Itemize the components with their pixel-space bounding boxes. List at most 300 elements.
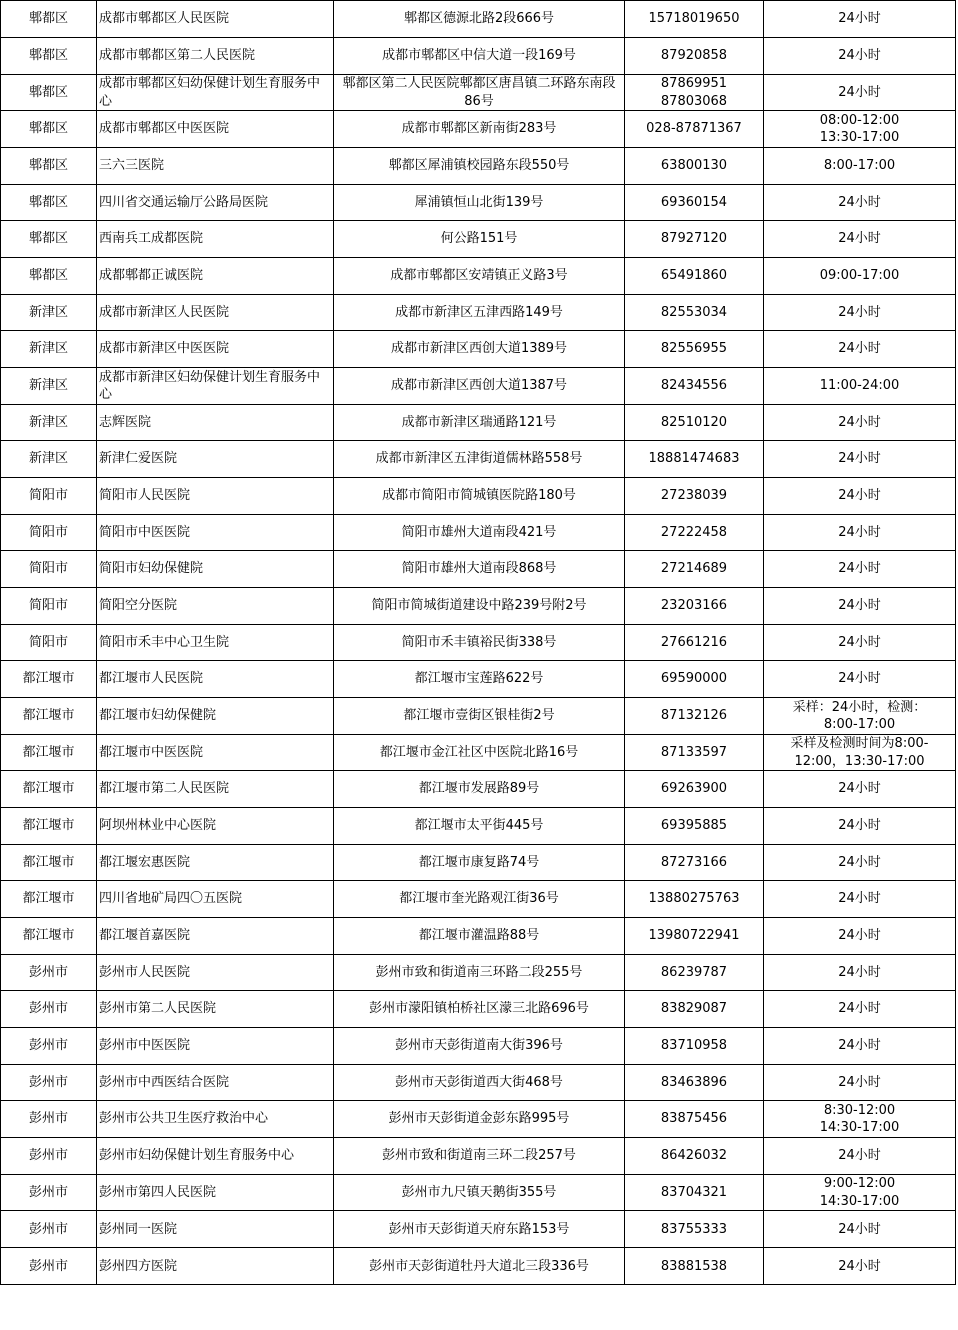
phone-cell [625, 771, 764, 808]
hours-cell [764, 625, 956, 661]
phone-cell [625, 698, 764, 735]
phone-cell [625, 1175, 764, 1211]
phone-cell [625, 991, 764, 1028]
address-cell-text: 成都市郫都区新南街283号 [401, 121, 557, 137]
hospital-name-cell [97, 478, 334, 515]
hospital-name-cell-text: 彭州市第二人民医院 [99, 1001, 217, 1017]
table-row [1, 955, 956, 991]
district-cell-text: 都江堰市 [22, 708, 75, 724]
hours-cell [764, 185, 956, 221]
address-cell [334, 478, 625, 515]
hours-cell [764, 75, 956, 111]
hours-cell [764, 698, 956, 735]
address-cell [334, 551, 625, 588]
district-cell-text: 简阳市 [28, 561, 68, 577]
table-row [1, 588, 956, 625]
address-cell-text: 彭州市致和街道南三环二段257号 [382, 1148, 576, 1164]
address-cell-text: 简阳市雄州大道南段868号 [401, 561, 557, 577]
table-row [1, 331, 956, 368]
hospital-name-cell-text: 都江堰市中医医院 [99, 744, 204, 760]
phone-cell [625, 1248, 764, 1285]
hours-cell-text: 11:00-24:00 [819, 378, 900, 394]
table-row [1, 75, 956, 111]
address-cell-text: 成都市新津区西创大道1387号 [390, 378, 568, 394]
address-cell [334, 771, 625, 808]
table-row [1, 295, 956, 331]
hours-cell-text: 24小时 [838, 818, 881, 834]
address-cell [334, 258, 625, 295]
phone-cell [625, 38, 764, 75]
hours-cell [764, 221, 956, 258]
hours-cell [764, 478, 956, 515]
hospital-name-cell-text: 成都市郫都区第二人民医院 [99, 48, 256, 64]
hours-cell [764, 515, 956, 551]
district-cell-text: 新津区 [28, 414, 68, 430]
phone-cell-text: 69395885 [660, 818, 728, 834]
phone-cell-text: 18881474683 [648, 451, 740, 467]
address-cell-text: 成都市新津区西创大道1389号 [390, 341, 568, 357]
hospital-name-cell-text: 简阳市妇幼保健院 [99, 561, 204, 577]
address-cell [334, 111, 625, 148]
hospital-name-cell-text: 彭州市中西医结合医院 [99, 1074, 230, 1090]
table-row [1, 258, 956, 295]
hours-cell-text: 09:00-17:00 [819, 268, 900, 284]
hours-cell [764, 918, 956, 955]
hospital-name-cell-text: 成都市新津区人民医院 [99, 304, 230, 320]
hospital-name-cell [97, 441, 334, 478]
hours-cell-text: 采样及检测时间为8:00- 12:00，13:30-17:00 [790, 736, 929, 769]
district-cell-text: 郫都区 [28, 194, 68, 210]
hours-cell-text: 24小时 [838, 84, 881, 100]
district-cell-text: 都江堰市 [22, 928, 75, 944]
hospital-name-cell [97, 221, 334, 258]
hours-cell-text: 24小时 [838, 1221, 881, 1237]
district-cell-text: 彭州市 [28, 1111, 68, 1127]
hours-cell-text: 8:30-12:00 14:30-17:00 [819, 1102, 900, 1136]
address-cell-text: 彭州市天彭街道天府东路153号 [388, 1221, 570, 1237]
hours-cell-text: 8:00-17:00 [823, 158, 896, 174]
phone-cell-text: 83875456 [660, 1111, 728, 1127]
phone-cell [625, 845, 764, 881]
district-cell-text: 郫都区 [28, 158, 68, 174]
district-cell-text: 新津区 [28, 378, 68, 394]
hours-cell-text: 24小时 [838, 854, 881, 870]
district-cell-text: 郫都区 [28, 84, 68, 100]
district-cell-text: 都江堰市 [22, 818, 75, 834]
hours-cell-text: 24小时 [838, 451, 881, 467]
phone-cell [625, 1065, 764, 1101]
hospital-name-cell-text: 志辉医院 [99, 414, 152, 430]
district-cell [1, 258, 97, 295]
hours-cell [764, 735, 956, 771]
phone-cell [625, 515, 764, 551]
table-row [1, 1, 956, 38]
district-cell [1, 111, 97, 148]
district-cell-text: 简阳市 [28, 598, 68, 614]
address-cell-text: 成都市简阳市简城镇医院路180号 [382, 488, 576, 504]
hospital-name-cell [97, 1248, 334, 1285]
phone-cell [625, 735, 764, 771]
address-cell [334, 1211, 625, 1248]
address-cell-text: 简阳市禾丰镇裕民街338号 [401, 634, 557, 650]
hospital-name-cell [97, 1028, 334, 1065]
hospital-name-cell-text: 成都市新津区妇幼保健计划生育服务中心 [99, 369, 321, 403]
hours-cell [764, 808, 956, 845]
district-cell [1, 441, 97, 478]
hours-cell [764, 111, 956, 148]
hospital-name-cell-text: 成都郫都正诚医院 [99, 268, 204, 284]
hours-cell-text: 24小时 [838, 194, 881, 210]
address-cell-text: 彭州市九尺镇天鹅街355号 [401, 1184, 557, 1200]
district-cell [1, 845, 97, 881]
hours-cell-text: 24小时 [838, 891, 881, 907]
hospital-name-cell-text: 新津仁爱医院 [99, 451, 178, 467]
table-row [1, 185, 956, 221]
district-cell [1, 1, 97, 38]
table-row [1, 881, 956, 918]
district-cell-text: 彭州市 [28, 1148, 68, 1164]
hours-cell-text: 24小时 [838, 48, 881, 64]
table-row [1, 1065, 956, 1101]
hours-cell-text: 08:00-12:00 13:30-17:00 [819, 112, 900, 146]
phone-cell [625, 1028, 764, 1065]
hours-cell-text: 24小时 [838, 11, 881, 27]
address-cell-text: 简阳市简城街道建设中路239号附2号 [371, 598, 587, 614]
table-row [1, 735, 956, 771]
district-cell-text: 简阳市 [28, 524, 68, 540]
phone-cell-text: 27222458 [660, 524, 728, 540]
address-cell-text: 彭州市天彭街道金彭东路995号 [388, 1111, 570, 1127]
hospital-name-cell [97, 698, 334, 735]
address-cell-text: 成都市郫都区中信大道一段169号 [382, 48, 576, 64]
address-cell [334, 1175, 625, 1211]
phone-cell-text: 028-87871367 [646, 121, 742, 137]
hours-cell [764, 881, 956, 918]
table-row [1, 1248, 956, 1285]
phone-cell-text: 83463896 [660, 1074, 728, 1090]
district-cell-text: 都江堰市 [22, 854, 75, 870]
address-cell-text: 犀浦镇恒山北街139号 [414, 194, 544, 210]
table-row [1, 148, 956, 185]
district-cell [1, 955, 97, 991]
phone-cell [625, 1, 764, 38]
address-cell-text: 何公路151号 [440, 231, 518, 247]
district-cell [1, 38, 97, 75]
phone-cell [625, 955, 764, 991]
table-row [1, 1175, 956, 1211]
hours-cell-text: 24小时 [838, 341, 881, 357]
phone-cell-text: 82434556 [660, 378, 728, 394]
hospital-name-cell-text: 成都市郫都区中医医院 [99, 121, 230, 137]
hospital-name-cell-text: 简阳空分医院 [99, 598, 178, 614]
hospital-name-cell [97, 1138, 334, 1175]
hours-cell-text: 24小时 [838, 1148, 881, 1164]
district-cell [1, 1175, 97, 1211]
district-cell [1, 185, 97, 221]
address-cell-text: 都江堰市发展路89号 [418, 781, 540, 797]
table-row [1, 625, 956, 661]
phone-cell-text: 87132126 [660, 708, 728, 724]
table-row [1, 551, 956, 588]
address-cell-text: 郫都区德源北路2段666号 [403, 11, 555, 27]
phone-cell [625, 368, 764, 405]
phone-cell-text: 87920858 [660, 48, 728, 64]
district-cell [1, 295, 97, 331]
address-cell-text: 简阳市雄州大道南段421号 [401, 524, 557, 540]
hospital-name-cell [97, 808, 334, 845]
hours-cell-text: 24小时 [838, 488, 881, 504]
district-cell [1, 405, 97, 441]
hospital-name-cell-text: 成都市郫都区妇幼保健计划生育服务中心 [99, 76, 321, 109]
address-cell [334, 588, 625, 625]
hospital-name-cell-text: 四川省交通运输厅公路局医院 [99, 194, 269, 210]
hospital-name-cell [97, 735, 334, 771]
hospital-name-cell [97, 1211, 334, 1248]
district-cell-text: 彭州市 [28, 1001, 68, 1017]
district-cell-text: 郫都区 [28, 121, 68, 137]
phone-cell [625, 148, 764, 185]
district-cell [1, 918, 97, 955]
address-cell [334, 75, 625, 111]
district-cell [1, 331, 97, 368]
table-row [1, 771, 956, 808]
hospital-name-cell-text: 都江堰首嘉医院 [99, 928, 191, 944]
hospital-name-cell [97, 918, 334, 955]
hospital-name-cell-text: 都江堰宏惠医院 [99, 854, 191, 870]
address-cell [334, 331, 625, 368]
phone-cell [625, 478, 764, 515]
table-row [1, 845, 956, 881]
address-cell [334, 185, 625, 221]
hours-cell [764, 368, 956, 405]
address-cell [334, 368, 625, 405]
district-cell-text: 郫都区 [28, 11, 68, 27]
phone-cell-text: 27238039 [660, 488, 728, 504]
phone-cell-text: 65491860 [660, 268, 728, 284]
phone-cell-text: 87869951 87803068 [660, 76, 728, 109]
hospital-name-cell [97, 1175, 334, 1211]
address-cell-text: 彭州市濛阳镇柏桥社区濛三北路696号 [369, 1001, 589, 1017]
district-cell-text: 彭州市 [28, 1038, 68, 1054]
address-cell [334, 1101, 625, 1138]
hours-cell [764, 1138, 956, 1175]
hours-cell [764, 588, 956, 625]
address-cell-text: 成都市郫都区安靖镇正义路3号 [390, 268, 568, 284]
hospital-table-body [1, 1, 956, 1285]
hospital-name-cell [97, 515, 334, 551]
phone-cell [625, 441, 764, 478]
hours-cell [764, 295, 956, 331]
table-row [1, 918, 956, 955]
address-cell-text: 彭州市致和街道南三环路二段255号 [375, 964, 583, 980]
address-cell [334, 1065, 625, 1101]
hospital-name-cell-text: 都江堰市妇幼保健院 [99, 708, 217, 724]
hours-cell-text: 24小时 [838, 1038, 881, 1054]
table-row [1, 1138, 956, 1175]
hospital-name-cell [97, 331, 334, 368]
address-cell [334, 808, 625, 845]
hours-cell-text: 24小时 [838, 414, 881, 430]
hospital-name-cell [97, 588, 334, 625]
phone-cell-text: 87927120 [660, 231, 728, 247]
phone-cell-text: 82556955 [660, 341, 728, 357]
hospital-name-cell-text: 三六三医院 [99, 158, 165, 174]
phone-cell [625, 1101, 764, 1138]
hours-cell [764, 405, 956, 441]
address-cell-text: 彭州市天彭街道南大街396号 [395, 1038, 563, 1054]
hours-cell [764, 771, 956, 808]
district-cell [1, 991, 97, 1028]
address-cell-text: 郫都区犀浦镇校园路东段550号 [388, 158, 570, 174]
table-row [1, 38, 956, 75]
district-cell [1, 661, 97, 698]
hospital-name-cell [97, 258, 334, 295]
address-cell [334, 441, 625, 478]
address-cell-text: 彭州市天彭街道西大街468号 [395, 1074, 563, 1090]
address-cell [334, 515, 625, 551]
hospital-name-cell-text: 阿坝州林业中心医院 [99, 818, 217, 834]
phone-cell [625, 808, 764, 845]
address-cell [334, 991, 625, 1028]
hours-cell [764, 551, 956, 588]
address-cell [334, 1028, 625, 1065]
address-cell-text: 都江堰市宝莲路622号 [414, 671, 544, 687]
hospital-name-cell [97, 551, 334, 588]
district-cell [1, 148, 97, 185]
district-cell [1, 1065, 97, 1101]
address-cell-text: 都江堰市康复路74号 [418, 854, 540, 870]
phone-cell-text: 82510120 [660, 414, 728, 430]
phone-cell-text: 86239787 [660, 964, 728, 980]
address-cell-text: 彭州市天彭街道牡丹大道北三段336号 [369, 1258, 589, 1274]
hours-cell [764, 1028, 956, 1065]
phone-cell-text: 69590000 [660, 671, 728, 687]
district-cell [1, 698, 97, 735]
district-cell [1, 1028, 97, 1065]
hours-cell [764, 258, 956, 295]
district-cell [1, 368, 97, 405]
district-cell-text: 新津区 [28, 304, 68, 320]
address-cell [334, 1, 625, 38]
district-cell-text: 彭州市 [28, 1184, 68, 1200]
hospital-name-cell-text: 都江堰市人民医院 [99, 671, 204, 687]
hours-cell-text: 24小时 [838, 781, 881, 797]
address-cell [334, 918, 625, 955]
hospital-name-cell [97, 405, 334, 441]
table-row [1, 698, 956, 735]
district-cell [1, 588, 97, 625]
district-cell [1, 478, 97, 515]
hospital-name-cell [97, 148, 334, 185]
district-cell [1, 771, 97, 808]
hospital-name-cell [97, 625, 334, 661]
district-cell-text: 郫都区 [28, 48, 68, 64]
hospital-name-cell-text: 彭州市人民医院 [99, 964, 191, 980]
phone-cell [625, 625, 764, 661]
table-row [1, 441, 956, 478]
hours-cell [764, 148, 956, 185]
phone-cell [625, 551, 764, 588]
hours-cell [764, 1175, 956, 1211]
address-cell-text: 都江堰市奎光路观江街36号 [399, 891, 559, 907]
district-cell-text: 都江堰市 [22, 671, 75, 687]
hospital-name-cell-text: 彭州市妇幼保健计划生育服务中心 [99, 1148, 295, 1164]
hospital-name-cell [97, 111, 334, 148]
table-row [1, 515, 956, 551]
table-row [1, 368, 956, 405]
district-cell [1, 551, 97, 588]
hours-cell-text: 24小时 [838, 598, 881, 614]
address-cell [334, 661, 625, 698]
district-cell-text: 彭州市 [28, 1074, 68, 1090]
hospital-name-cell [97, 295, 334, 331]
table-row [1, 405, 956, 441]
district-cell [1, 1211, 97, 1248]
phone-cell-text: 82553034 [660, 304, 728, 320]
hospital-name-cell [97, 845, 334, 881]
district-cell-text: 都江堰市 [22, 891, 75, 907]
address-cell-text: 郫都区第二人民医院郫都区唐昌镇二环路东南段86号 [342, 76, 616, 109]
address-cell [334, 405, 625, 441]
hospital-name-cell-text: 简阳市禾丰中心卫生院 [99, 634, 230, 650]
district-cell [1, 75, 97, 111]
hours-cell-text: 24小时 [838, 524, 881, 540]
hospital-name-cell-text: 彭州同一医院 [99, 1221, 178, 1237]
table-row [1, 221, 956, 258]
hospital-name-cell-text: 彭州市中医医院 [99, 1038, 191, 1054]
table-row [1, 111, 956, 148]
table-row [1, 661, 956, 698]
district-cell-text: 彭州市 [28, 1221, 68, 1237]
phone-cell [625, 75, 764, 111]
hospital-name-cell-text: 成都市郫都区人民医院 [99, 11, 230, 27]
district-cell [1, 625, 97, 661]
district-cell-text: 彭州市 [28, 1258, 68, 1274]
hours-cell-text: 采样：24小时，检测： 8:00-17:00 [792, 699, 927, 733]
table-row [1, 478, 956, 515]
phone-cell-text: 83710958 [660, 1038, 728, 1054]
hours-cell-text: 9:00-12:00 14:30-17:00 [819, 1176, 900, 1209]
district-cell-text: 郫都区 [28, 268, 68, 284]
hours-cell-text: 24小时 [838, 231, 881, 247]
table-row [1, 808, 956, 845]
hospital-name-cell [97, 881, 334, 918]
phone-cell [625, 1138, 764, 1175]
address-cell [334, 295, 625, 331]
hours-cell-text: 24小时 [838, 561, 881, 577]
hours-cell [764, 1101, 956, 1138]
hours-cell [764, 1, 956, 38]
address-cell-text: 都江堰市壹街区银桂街2号 [403, 708, 555, 724]
hours-cell [764, 331, 956, 368]
table-row [1, 1101, 956, 1138]
hours-cell [764, 1248, 956, 1285]
address-cell [334, 38, 625, 75]
address-cell-text: 都江堰市太平街445号 [414, 818, 544, 834]
district-cell [1, 1138, 97, 1175]
address-cell [334, 1138, 625, 1175]
hours-cell [764, 1065, 956, 1101]
hospital-name-cell-text: 彭州市公共卫生医疗救治中心 [99, 1111, 269, 1127]
address-cell [334, 625, 625, 661]
hours-cell [764, 38, 956, 75]
address-cell [334, 148, 625, 185]
district-cell [1, 221, 97, 258]
hours-cell-text: 24小时 [838, 964, 881, 980]
district-cell [1, 808, 97, 845]
phone-cell-text: 69360154 [660, 194, 728, 210]
hours-cell-text: 24小时 [838, 634, 881, 650]
